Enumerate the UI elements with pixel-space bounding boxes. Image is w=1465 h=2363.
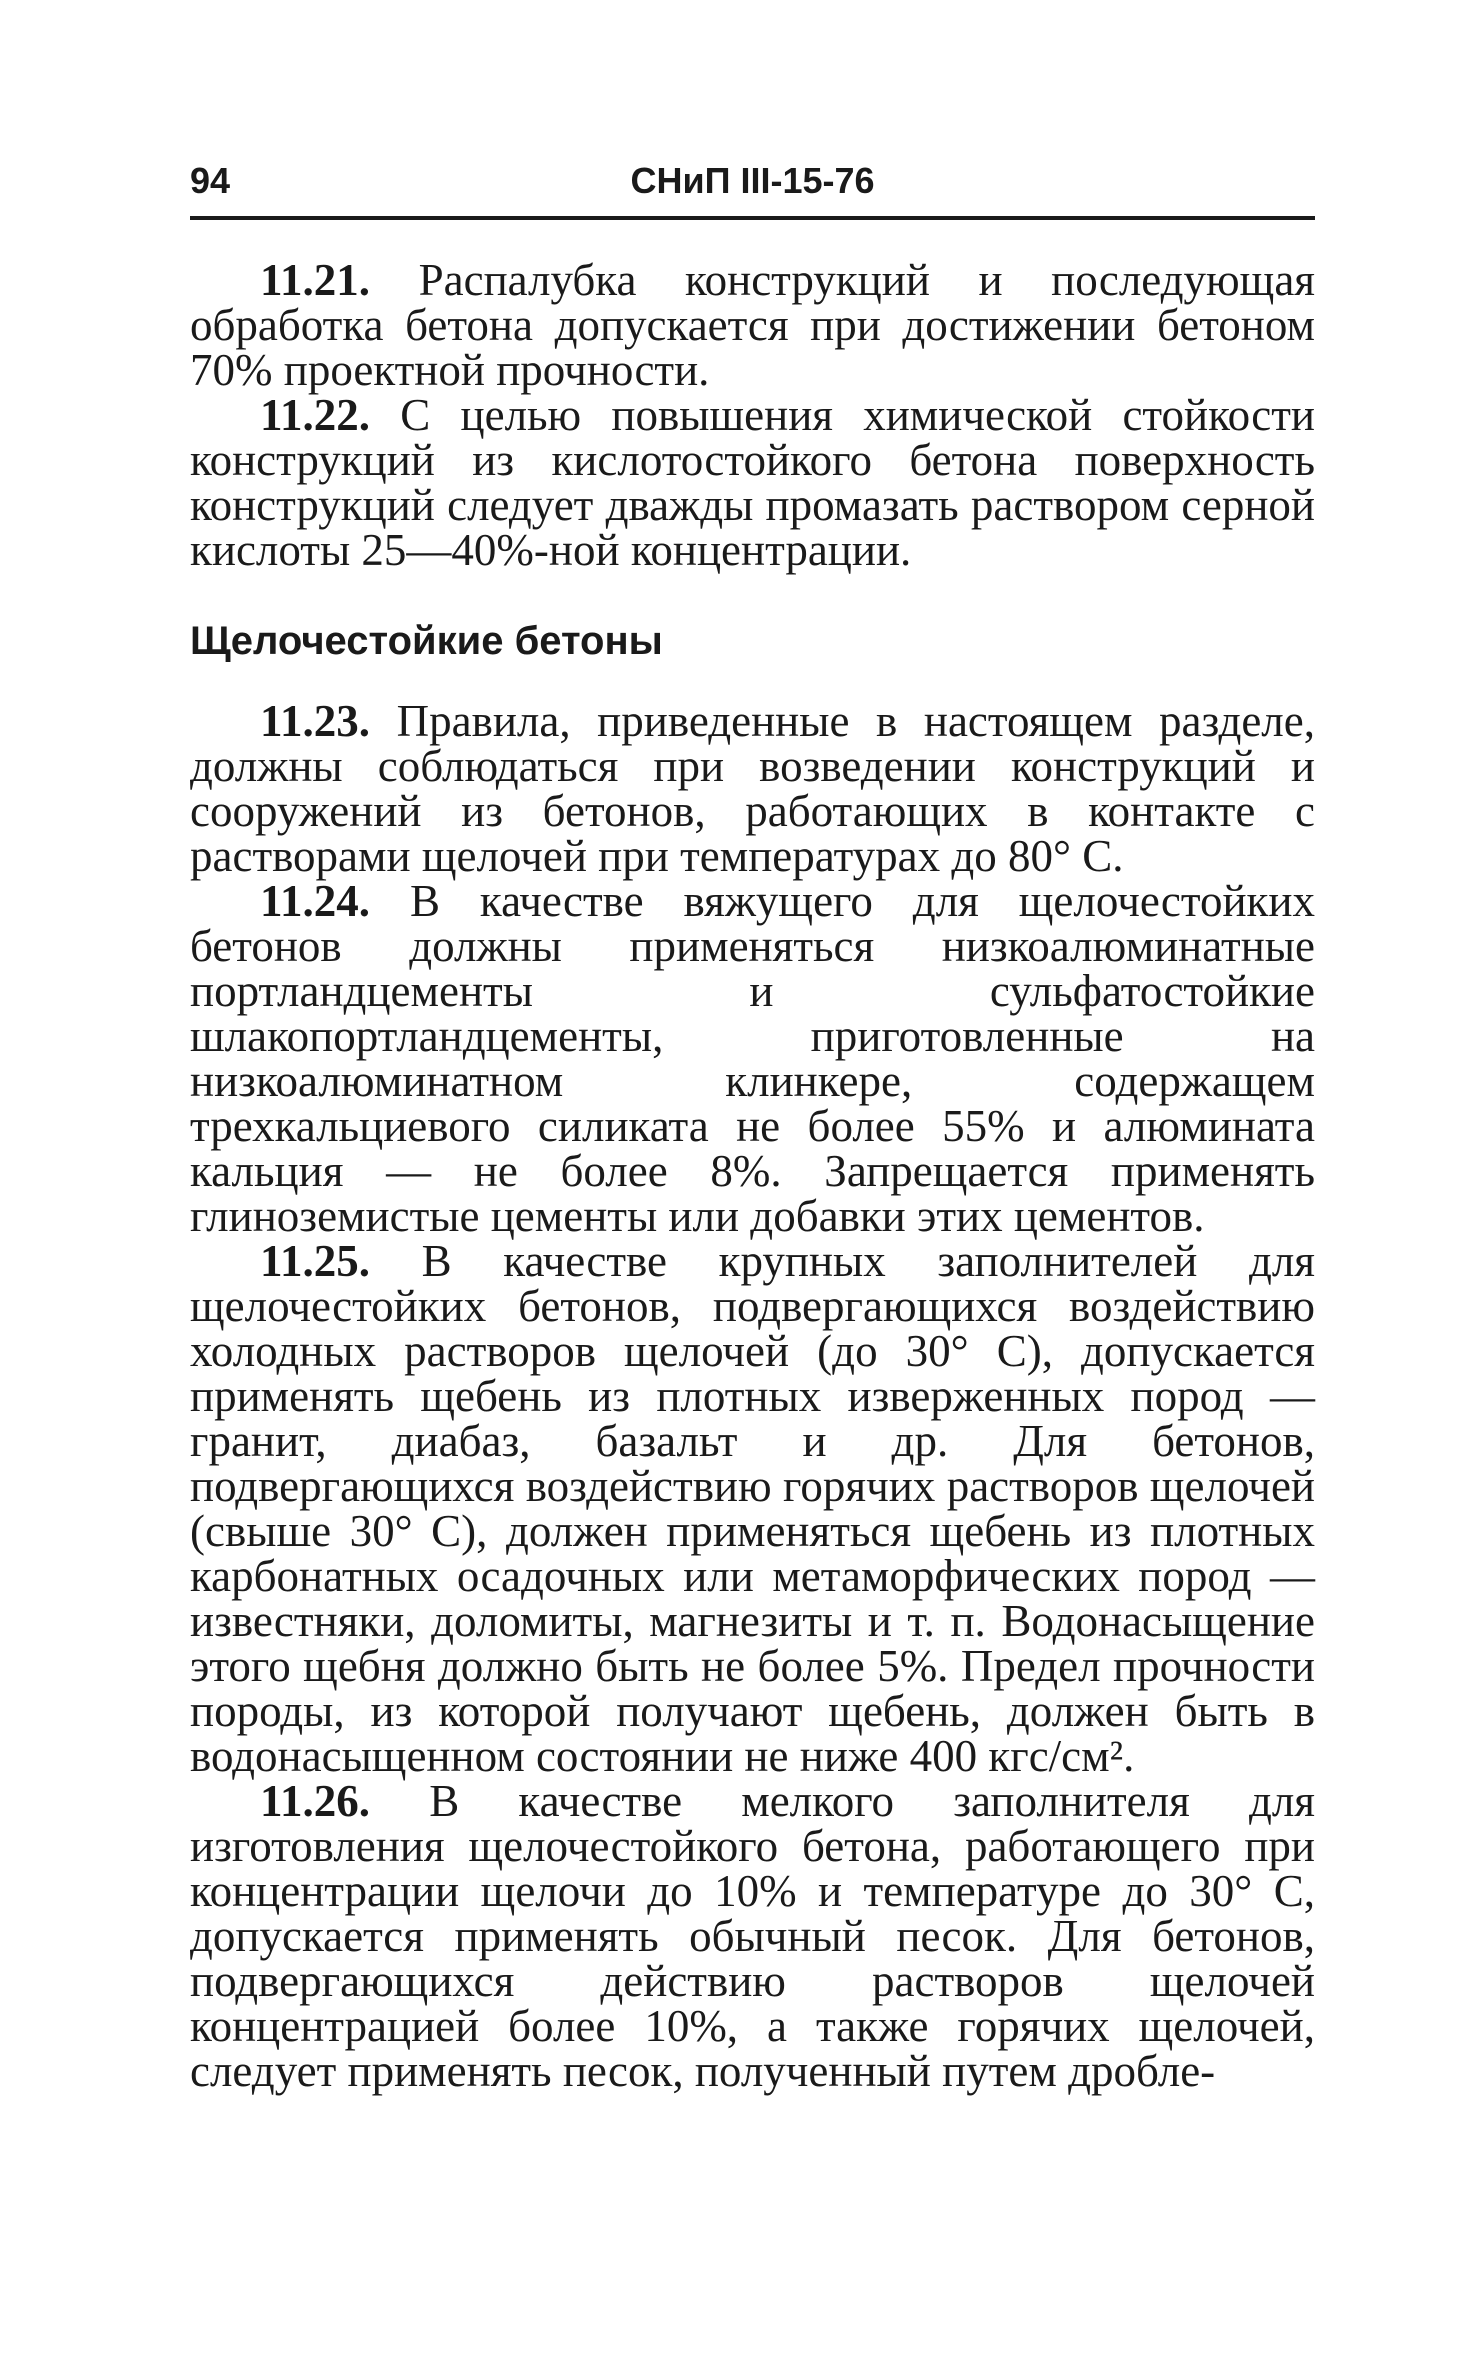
paragraph-text: С целью повышения химической стойкости конструкций из кислотостойкого бетона поверхность конструкций следует дважды промазать раствором серной кислоты 25—40%-ной концентрации. (190, 390, 1315, 575)
page-number: 94 (190, 160, 231, 201)
paragraph-text: Распалубка конструкций и последующая обработка бетона допускается при достижении бетоном 70% проектной прочности. (190, 255, 1315, 395)
paragraph-number: 11.22. (260, 390, 371, 440)
document-page (190, 150, 1315, 2094)
paragraph-number: 11.26. (260, 1776, 371, 1826)
paragraph-text: В качестве крупных заполнителей для щелочестойких бетонов, подвергающихся воздействию холодных растворов щелочей (до 30° С), допускается применять щебень из плотных изверженных пород — гранит, диабаз, базальт и др. Для бетонов, подвергающихся воздействию горячих растворов щелочей (свыше 30° С), должен применяться щебень из плотных карбонатных осадочных или метаморфических пород — известняки, доломиты, магнезиты и т. п. Водонасыщение этого щебня должно быть не более 5%. Предел прочности породы, из которой получают щебень, должен быть в водонасыщенном состоянии не ниже 400 кгс/см². (190, 1236, 1315, 1781)
header-rule (190, 216, 1315, 220)
paragraph-11-23 (190, 696, 1315, 881)
paragraph-11-22 (190, 390, 1315, 575)
paragraph-11-21 (190, 255, 1315, 395)
paragraph-text: В качестве вяжущего для щелочестойких бетонов должны применяться низкоалюминатные портландцементы и сульфатостойкие шлакопортландцементы, приготовленные на низкоалюминатном клинкере, содержащем трехкальциевого силиката не более 55% и алюмината кальция — не более 8%. Запрещается применять глиноземистые цементы или добавки этих цементов. (190, 876, 1315, 1241)
paragraph-11-24 (190, 876, 1315, 1241)
paragraph-text: В качестве мелкого заполнителя для изготовления щелочестойкого бетона, работающего при концентрации щелочи до 10% и температуре до 30° С, допускается применять обычный песок. Для бетонов, подвергающихся действию растворов щелочей концентрацией более 10%, а также горячих щелочей, следует применять песок, полученный путем дробле- (190, 1776, 1315, 2096)
page-header (190, 150, 1315, 210)
paragraph-number: 11.23. (260, 696, 371, 746)
paragraph-text: Правила, приведенные в настоящем разделе, должны соблюдаться при возведении конструкций и сооружений из бетонов, работающих в контакте с растворами щелочей при температурах до 80° С. (190, 696, 1315, 881)
paragraph-number: 11.21. (260, 255, 371, 305)
paragraph-number: 11.25. (260, 1236, 371, 1286)
paragraph-11-26 (190, 1776, 1315, 2096)
section-heading: Щелочестойкие бетоны (190, 619, 663, 663)
paragraph-11-25 (190, 1236, 1315, 1781)
running-title: СНиП III-15-76 (630, 160, 875, 201)
body-text (190, 255, 1315, 2096)
paragraph-number: 11.24. (260, 876, 371, 926)
